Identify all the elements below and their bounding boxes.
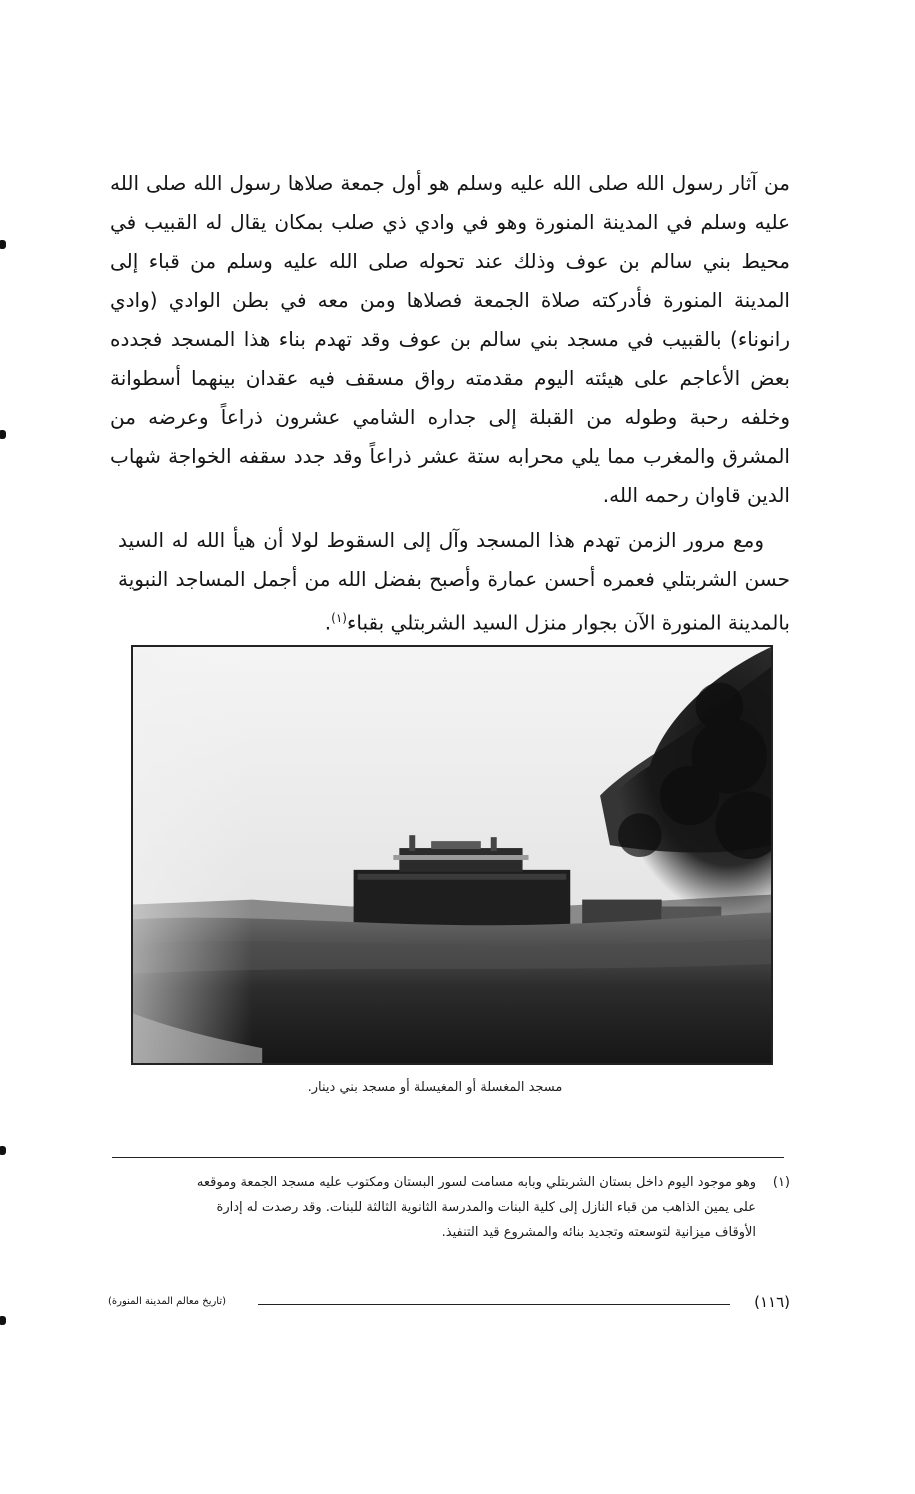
binding-mark [0, 1146, 6, 1155]
binding-mark [0, 1316, 6, 1325]
footer-rule [258, 1304, 730, 1305]
footnote-separator [112, 1157, 784, 1158]
footnote [105, 1170, 790, 1245]
binding-mark [0, 430, 6, 439]
paragraph-2-text: ومع مرور الزمن تهدم هذا المسجد وآل إلى السقوط لولا أن هيأ الله له السيد حسن الشربتلي فعمره أحسن عمارة وأصبح بفضل الله من أجمل المساجد النبوية بالمدينة المنورة الآن بجوار منزل السيد الشربتلي بقباء [118, 528, 790, 635]
mosque-photo-image [133, 647, 771, 1063]
body-paragraph-1 [110, 164, 790, 515]
mosque-photo [131, 645, 773, 1065]
paragraph-1-text: من آثار رسول الله صلى الله عليه وسلم هو أول جمعة صلاها رسول الله صلى الله عليه وسلم في المدينة المنورة وهو في وادي ذي صلب بمكان يقال له القبيب في محيط بني سالم بن عوف وذلك عند تحوله صلى الله عليه وسلم من قباء إلى المدينة المنورة فأدركته صلاة الجمعة فصلاها ومن معه في بطن الوادي (وادي رانوناء) بالقبيب في مسجد بني سالم بن عوف وقد تهدم بناء هذا المسجد فجدده بعض الأعاجم على هيئته اليوم مقدمته رواق مسقف فيه عقدان بينهما أسطوانة وخلفه رحبة وطوله من القبلة إلى جداره الشامي عشرون ذراعاً وعرضه من المشرق والمغرب مما يلي محرابه ستة عشر ذراعاً وقد جدد سقفه الخواجة شهاب الدين قاوان رحمه الله. [110, 171, 790, 507]
page-number: (١١٦) [754, 1293, 790, 1311]
figure-caption: مسجد المغسلة أو المغيسلة أو مسجد بني دينار. [307, 1080, 563, 1095]
footnote-reference[interactable]: (١) [331, 611, 347, 625]
body-paragraph-2: ومع مرور الزمن تهدم هذا المسجد وآل إلى السقوط لولا أن هيأ الله له السيد حسن الشربتلي فعمره أحسن عمارة وأصبح بفضل الله من أجمل المساجد النبوية بالمدينة المنورة الآن بجوار منزل السيد الشربتلي بقباء$^{(١)}$. [118, 528, 790, 635]
footnote-line-2: على يمين الذاهب من قباء النازل إلى كلية البنات والمدرسة الثانوية الثالثة للبنات. وقد رصدت له إدارة [216, 1200, 756, 1215]
running-title: (تاريخ معالم المدينة المنورة) [108, 1296, 227, 1307]
footnote-line-1: وهو موجود اليوم داخل بستان الشربتلي وبابه مسامت لسور البستان ومكتوب عليه مسجد الجمعة وموقعه [196, 1175, 756, 1190]
footnote-number: (١) [772, 1175, 790, 1190]
binding-mark [0, 240, 6, 249]
footnote-line-3: الأوقاف ميزانية لتوسعته وتجديد بنائه والمشروع قيد التنفيذ. [441, 1225, 756, 1240]
